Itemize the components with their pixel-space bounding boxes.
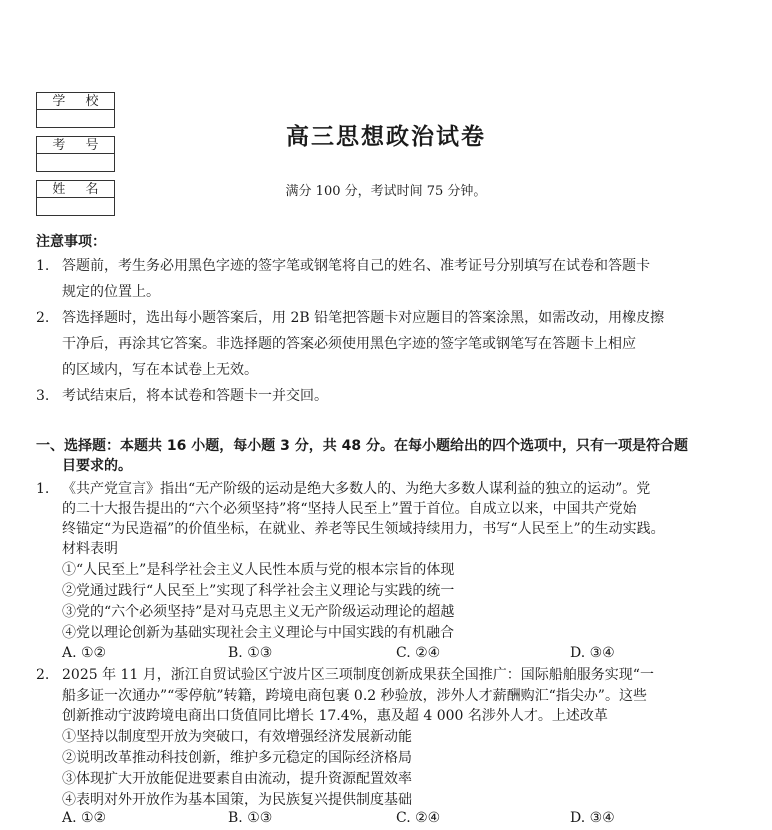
statement: ①坚持以制度型开放为突破口，有效增强经济发展新动能 bbox=[62, 729, 412, 745]
statement: ③体现扩大开放能促进要素自由流动，提升资源配置效率 bbox=[62, 771, 412, 787]
option-b: B. ①③ bbox=[228, 645, 273, 661]
option-c: C. ②④ bbox=[396, 810, 441, 826]
question-stem-line: 材料表明 bbox=[62, 541, 118, 557]
section-heading: 目要求的。 bbox=[62, 458, 132, 474]
name-label: 姓 名 bbox=[37, 181, 114, 198]
option-a: A. ①② bbox=[62, 810, 107, 826]
question-number: 2. bbox=[36, 667, 50, 683]
question-number: 1. bbox=[36, 481, 50, 497]
section-heading: 一、选择题：本题共 16 小题，每小题 3 分，共 48 分。在每小题给出的四个选项中，只有一项是符合题 bbox=[36, 438, 688, 454]
statement: ②党通过践行“人民至上”实现了科学社会主义理论与实践的统一 bbox=[62, 583, 455, 599]
exam-subtitle: 满分 100 分，考试时间 75 分钟。 bbox=[285, 184, 487, 199]
notice-item-line: 的区域内，写在本试卷上无效。 bbox=[62, 362, 258, 378]
notice-item-number: 3. bbox=[36, 388, 50, 404]
statement: ①“人民至上”是科学社会主义人民性本质与党的根本宗旨的体现 bbox=[62, 562, 455, 578]
option-c: C. ②④ bbox=[396, 645, 441, 661]
notice-item-number: 1. bbox=[36, 258, 50, 274]
exam-title: 高三思想政治试卷 bbox=[286, 124, 486, 150]
question-stem-line: 的二十大报告提出的“六个必须坚持”将“坚持人民至上”置于首位。自成立以来，中国共产党始 bbox=[62, 501, 637, 517]
notice-item-line: 考试结束后，将本试卷和答题卡一并交回。 bbox=[62, 388, 328, 404]
notice-item-line: 规定的位置上。 bbox=[62, 284, 160, 300]
notice-heading: 注意事项： bbox=[36, 234, 106, 250]
exam-number-blank bbox=[37, 154, 114, 171]
option-b: B. ①③ bbox=[228, 810, 273, 826]
exam-number-label: 考 号 bbox=[37, 137, 114, 154]
statement: ④表明对外开放作为基本国策，为民族复兴提供制度基础 bbox=[62, 792, 412, 808]
option-d: D. ③④ bbox=[570, 645, 615, 661]
notice-item-line: 答题前，考生务必用黑色字迹的签字笔或钢笔将自己的姓名、准考证号分别填写在试卷和答题卡 bbox=[62, 258, 650, 274]
statement: ②说明改革推动科技创新，维护多元稳定的国际经济格局 bbox=[62, 750, 412, 766]
question-stem-line: 创新推动宁波跨境电商出口货值同比增长 17.4%，惠及超 4 000 名涉外人才。上述改革 bbox=[62, 708, 608, 724]
option-a: A. ①② bbox=[62, 645, 107, 661]
notice-item-line: 答选择题时，选出每小题答案后，用 2B 铅笔把答题卡对应题目的答案涂黑，如需改动，用橡皮擦 bbox=[62, 310, 665, 326]
question-stem-line: 《共产党宣言》指出“无产阶级的运动是绝大多数人的、为绝大多数人谋利益的独立的运动”。党 bbox=[62, 481, 651, 497]
question-stem-line: 2025 年 11 月，浙江自贸试验区宁波片区三项制度创新成果获全国推广：国际船舶服务实现“一 bbox=[62, 667, 654, 683]
statement: ④党以理论创新为基础实现社会主义理论与中国实践的有机融合 bbox=[62, 625, 454, 641]
notice-item-number: 2. bbox=[36, 310, 50, 326]
question-stem-line: 船多证一次通办”“零停航”转籍，跨境电商包裹 0.2 秒验放，涉外人才薪酬购汇“指尖办”。这些 bbox=[62, 688, 647, 704]
option-d: D. ③④ bbox=[570, 810, 615, 826]
question-stem-line: 终锚定“为民造福”的价值坐标，在就业、养老等民生领域持续用力，书写“人民至上”的生动实践。 bbox=[62, 521, 665, 537]
notice-item-line: 干净后，再涂其它答案。非选择题的答案必须使用黑色字迹的签字笔或钢笔写在答题卡上相应 bbox=[62, 336, 636, 352]
name-blank bbox=[37, 198, 114, 215]
school-label: 学 校 bbox=[37, 93, 114, 110]
statement: ③党的“六个必须坚持”是对马克思主义无产阶级运动理论的超越 bbox=[62, 604, 455, 620]
